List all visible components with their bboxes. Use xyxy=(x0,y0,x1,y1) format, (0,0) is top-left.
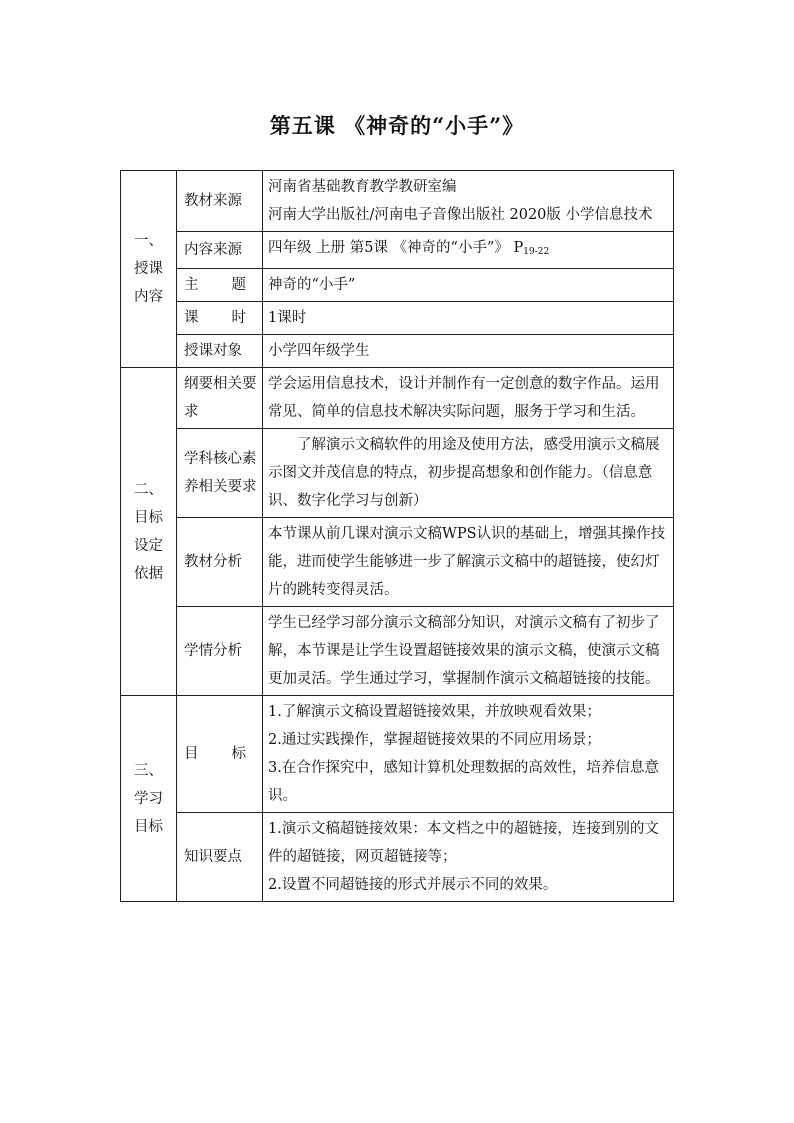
list-item: 3.在合作探究中，感知计算机处理数据的高效性，培养信息意识。 xyxy=(268,760,659,804)
table-row xyxy=(121,607,674,696)
section-1-label: 一、 授课 内容 xyxy=(121,171,177,368)
table-row xyxy=(121,269,674,302)
table-row xyxy=(121,696,674,813)
row-label-student-analysis: 学情分析 xyxy=(177,607,263,696)
row-label-textbook-source: 教材来源 xyxy=(177,171,263,232)
list-item: 2.设置不同超链接的形式并展示不同的效果。 xyxy=(268,877,558,893)
row-label-key-points: 知识要点 xyxy=(177,813,263,902)
section-2-label: 二、 目标 设定 依据 xyxy=(121,368,177,696)
objectives-value xyxy=(263,696,674,813)
table-row xyxy=(121,429,674,518)
outline-requirements-value: 学会运用信息技术，设计并制作有一定创意的数字作品。运用常见、简单的信息技术解决实际问题，服务于学习和生活。 xyxy=(263,368,674,429)
row-label-outline-requirements: 纲要相关要求 xyxy=(177,368,263,429)
table-row xyxy=(121,518,674,607)
row-label-theme: 主 题 xyxy=(177,269,263,302)
table-row xyxy=(121,368,674,429)
table-row xyxy=(121,302,674,335)
key-points-value xyxy=(263,813,674,902)
list-item: 1.演示文稿超链接效果：本文档之中的超链接，连接到别的文件的超链接，网页超链接等； xyxy=(268,821,659,865)
list-item: 2.通过实践操作，掌握超链接效果的不同应用场景； xyxy=(268,732,601,748)
class-hours-value: 1课时 xyxy=(263,302,674,335)
core-literacy-value: 了解演示文稿软件的用途及使用方法，感受用演示文稿展示图文并茂信息的特点，初步提高想象和创作能力。（信息意识、数字化学习与创新） xyxy=(263,429,674,518)
table-row xyxy=(121,232,674,269)
student-analysis-value: 学生已经学习部分演示文稿部分知识，对演示文稿有了初步了解，本节课是让学生设置超链接效果的演示文稿，使演示文稿更加灵活。学生通过学习，掌握制作演示文稿超链接的技能。 xyxy=(263,607,674,696)
table-row xyxy=(121,171,674,232)
row-label-class-hours: 课 时 xyxy=(177,302,263,335)
row-label-objectives: 目 标 xyxy=(177,696,263,813)
table-row xyxy=(121,335,674,368)
textbook-source-value: 河南省基础教育教学教研室编 河南大学出版社/河南电子音像出版社 2020版 小学信息技术 xyxy=(263,171,674,232)
table-row xyxy=(121,813,674,902)
audience-value: 小学四年级学生 xyxy=(263,335,674,368)
row-label-content-source: 内容来源 xyxy=(177,232,263,269)
row-label-textbook-analysis: 教材分析 xyxy=(177,518,263,607)
list-item: 1.了解演示文稿设置超链接效果，并放映观看效果； xyxy=(268,704,601,720)
content-source-value: 四年级 上册 第5课 《神奇的“小手”》 $P_{19-22}$ xyxy=(263,232,674,269)
textbook-analysis-value: 本节课从前几课对演示文稿WPS认识的基础上，增强其操作技能，进而使学生能够进一步了解演示文稿中的超链接，使幻灯片的跳转变得灵活。 xyxy=(263,518,674,607)
row-label-core-literacy: 学科核心素养相关要求 xyxy=(177,429,263,518)
section-3-label: 三、 学习 目标 xyxy=(121,696,177,902)
lesson-plan-table xyxy=(120,170,674,902)
theme-value: 神奇的“小手” xyxy=(263,269,674,302)
row-label-audience: 授课对象 xyxy=(177,335,263,368)
page-title: 第五课 《神奇的“小手”》 xyxy=(269,113,525,138)
